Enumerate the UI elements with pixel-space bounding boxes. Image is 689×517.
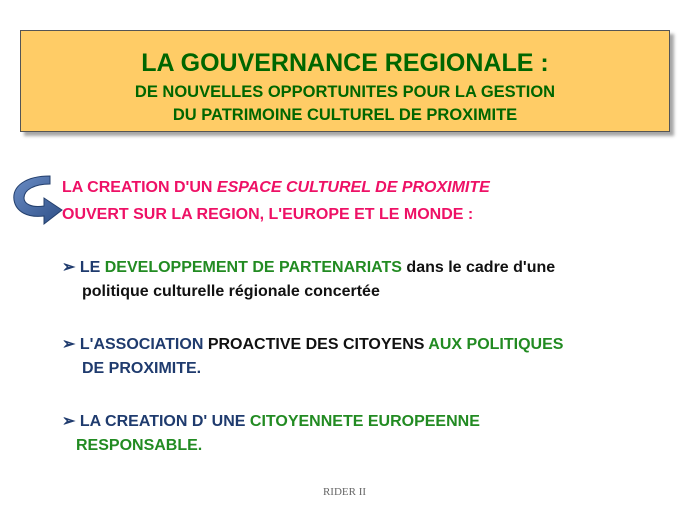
intro-line-1-emphasis: ESPACE CULTUREL DE PROXIMITE xyxy=(216,179,490,196)
bullet-2-line-2: DE PROXIMITE. xyxy=(82,360,202,377)
slide-footer: RIDER II xyxy=(322,486,367,498)
slide-subtitle-line-1: DE NOUVELLES OPPORTUNITES POUR LA GESTION xyxy=(134,83,556,101)
bullet-2-text-b: PROACTIVE DES CITOYENS xyxy=(207,336,429,353)
title-box xyxy=(20,30,670,132)
bullet-2-line-1 xyxy=(62,334,563,354)
curved-arrow-icon xyxy=(10,172,66,228)
bullet-1-text-b: DEVELOPPEMENT DE PARTENARIATS xyxy=(104,259,402,276)
bullet-2-text-c: AUX POLITIQUES xyxy=(428,336,564,353)
intro-line-2: OUVERT SUR LA REGION, L'EUROPE ET LE MONDE : xyxy=(62,206,474,223)
slide-subtitle-line-2: DU PATRIMOINE CULTUREL DE PROXIMITE xyxy=(172,106,518,124)
bullet-3-text-a: LA CREATION D' UNE xyxy=(79,413,250,430)
bullet-3-text-b: CITOYENNETE EUROPEENNE xyxy=(249,413,480,430)
bullet-marker: ➢ xyxy=(62,336,76,353)
bullet-marker: ➢ xyxy=(62,259,76,276)
bullet-3-line-2: RESPONSABLE. xyxy=(76,437,203,454)
bullet-3-line-1 xyxy=(62,411,480,431)
intro-line-1-text: LA CREATION D'UN xyxy=(62,179,217,196)
bullet-2-text-a: L'ASSOCIATION xyxy=(79,336,208,353)
bullet-1-text-a: LE xyxy=(79,259,105,276)
bullet-1-line-2: politique culturelle régionale concertée xyxy=(82,283,380,300)
slide-title: LA GOUVERNANCE REGIONALE : xyxy=(141,49,549,77)
bullet-1-line-1 xyxy=(62,257,555,277)
bullet-marker: ➢ xyxy=(62,413,76,430)
bullet-1-text-c: dans le cadre d'une xyxy=(401,259,556,276)
intro-line-1 xyxy=(62,179,490,197)
